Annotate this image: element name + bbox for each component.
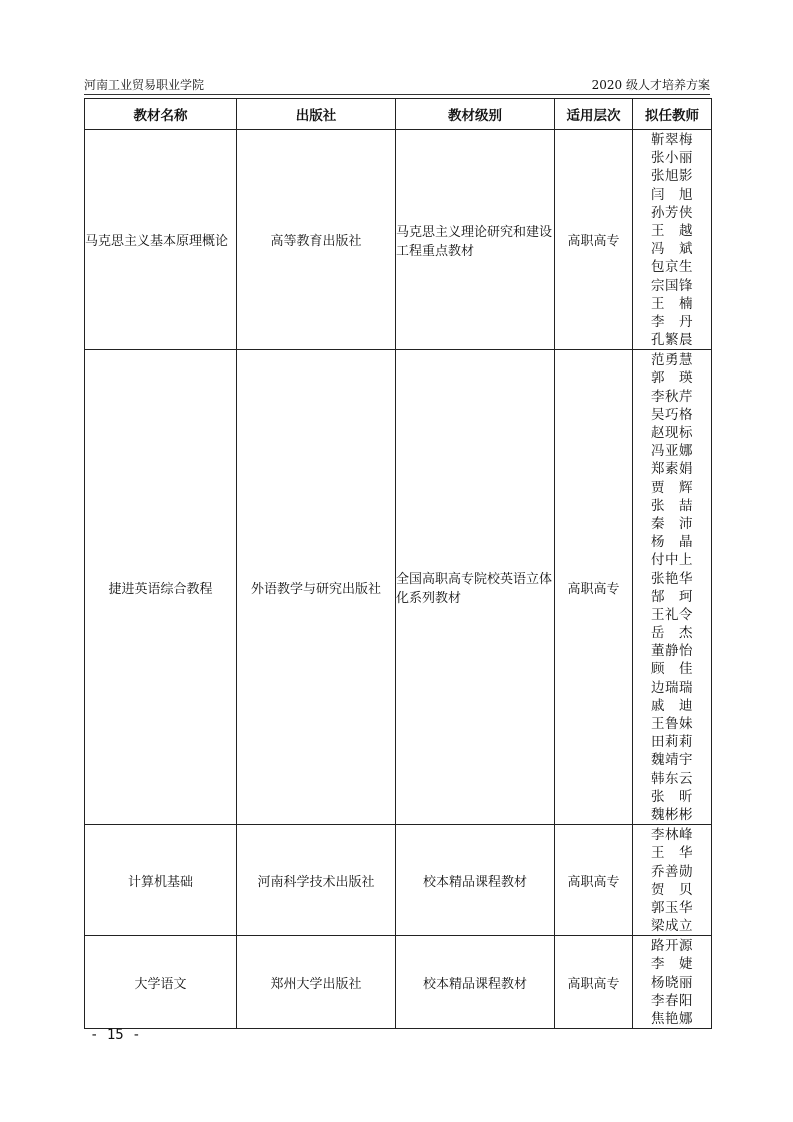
teacher-name: 戚 迪 — [651, 697, 693, 714]
teacher-name: 王礼令 — [651, 606, 693, 623]
teacher-name: 张 喆 — [651, 497, 693, 514]
teacher-name: 李春阳 — [651, 992, 693, 1009]
teachers-cell — [633, 350, 712, 825]
teacher-name: 岳 杰 — [651, 625, 693, 642]
publisher-cell: 高等教育出版社 — [237, 130, 396, 350]
textbook-name-cell: 大学语文 — [85, 936, 237, 1029]
teacher-name: 贺 贝 — [651, 881, 693, 898]
teacher-name: 孙芳侠 — [651, 204, 693, 221]
teachers-cell — [633, 936, 712, 1029]
textbook-level-cell: 马克思主义理论研究和建设工程重点教材 — [396, 130, 555, 350]
teacher-name: 魏靖宇 — [651, 752, 693, 769]
teacher-name: 王 越 — [651, 222, 693, 239]
teacher-name: 路开源 — [651, 938, 693, 955]
teacher-list — [633, 130, 711, 349]
teacher-name: 李秋芹 — [651, 388, 693, 405]
teacher-name: 魏彬彬 — [651, 806, 693, 823]
header-school-name: 河南工业贸易职业学院 — [84, 78, 205, 92]
textbook-name-cell: 计算机基础 — [85, 825, 237, 936]
teacher-name: 张小丽 — [651, 150, 693, 167]
teacher-name: 李林峰 — [651, 827, 693, 844]
table-row — [85, 936, 712, 1029]
teacher-name: 顾 佳 — [651, 661, 693, 678]
teacher-name: 田莉莉 — [651, 734, 693, 751]
applicable-level-cell: 高职高专 — [555, 130, 633, 350]
teachers-cell — [633, 130, 712, 350]
teacher-name: 王鲁妹 — [651, 716, 693, 732]
teacher-name: 包京生 — [651, 259, 693, 276]
page-header — [84, 76, 710, 95]
teacher-name: 郜 珂 — [651, 588, 693, 605]
teacher-list — [633, 825, 711, 935]
teacher-name: 郭 瑛 — [651, 370, 693, 387]
header-doc-title: 2020 级人才培养方案 — [591, 78, 710, 92]
teachers-cell — [633, 825, 712, 936]
column-header-textbook-level: 教材级别 — [396, 99, 555, 130]
teacher-name: 范勇慧 — [651, 352, 693, 369]
teacher-name: 赵现标 — [651, 425, 693, 441]
teacher-name: 秦 沛 — [651, 515, 693, 532]
teacher-name: 冯 斌 — [651, 241, 693, 258]
teacher-name: 李 丹 — [651, 313, 693, 330]
textbook-level-cell: 全国高职高专院校英语立体化系列教材 — [396, 350, 555, 825]
teacher-list — [633, 350, 711, 824]
teacher-name: 王 楠 — [651, 295, 693, 312]
teacher-name: 孔繁晨 — [651, 332, 693, 349]
teacher-name: 王 华 — [651, 845, 693, 862]
teacher-name: 焦艳娜 — [651, 1011, 693, 1027]
textbook-level-cell: 校本精品课程教材 — [396, 825, 555, 936]
column-header-publisher: 出版社 — [237, 99, 396, 130]
textbook-name-cell: 捷进英语综合教程 — [85, 350, 237, 825]
applicable-level-cell: 高职高专 — [555, 350, 633, 825]
teacher-name: 张艳华 — [651, 570, 693, 587]
publisher-cell: 郑州大学出版社 — [237, 936, 396, 1029]
teacher-name: 贾 辉 — [651, 479, 693, 496]
textbook-level-cell: 校本精品课程教材 — [396, 936, 555, 1029]
teacher-name: 靳翠梅 — [651, 132, 693, 148]
applicable-level-cell: 高职高专 — [555, 936, 633, 1029]
textbook-table — [84, 98, 712, 1029]
column-header-textbook-name: 教材名称 — [85, 99, 237, 130]
teacher-list — [633, 936, 711, 1028]
teacher-name: 冯亚娜 — [651, 443, 693, 460]
teacher-name: 杨晓丽 — [651, 974, 693, 991]
teacher-name: 吴巧格 — [651, 406, 693, 423]
teacher-name: 郭玉华 — [651, 899, 693, 916]
teacher-name: 宗国锋 — [651, 277, 693, 294]
table-row — [85, 350, 712, 825]
teacher-name: 郑素娟 — [651, 461, 693, 478]
column-header-teachers: 拟任教师 — [633, 99, 712, 130]
column-header-applicable-level: 适用层次 — [555, 99, 633, 130]
publisher-cell: 河南科学技术出版社 — [237, 825, 396, 936]
table-header-row — [85, 99, 712, 130]
teacher-name: 边瑞瑞 — [651, 679, 693, 696]
teacher-name: 李 婕 — [651, 956, 693, 973]
teacher-name: 乔善勋 — [651, 863, 693, 880]
textbook-name-cell: 马克思主义基本原理概论 — [85, 130, 237, 350]
page-number: - 15 - — [90, 1027, 141, 1043]
publisher-cell: 外语教学与研究出版社 — [237, 350, 396, 825]
table-row — [85, 825, 712, 936]
teacher-name: 闫 旭 — [651, 186, 693, 203]
teacher-name: 付中上 — [651, 552, 693, 569]
teacher-name: 梁成立 — [651, 918, 693, 935]
teacher-name: 韩东云 — [651, 770, 693, 787]
teacher-name: 张 昕 — [651, 788, 693, 805]
teacher-name: 董静怡 — [651, 643, 693, 660]
teacher-name: 张旭影 — [651, 168, 693, 185]
table-row — [85, 130, 712, 350]
applicable-level-cell: 高职高专 — [555, 825, 633, 936]
teacher-name: 杨 晶 — [651, 534, 693, 551]
